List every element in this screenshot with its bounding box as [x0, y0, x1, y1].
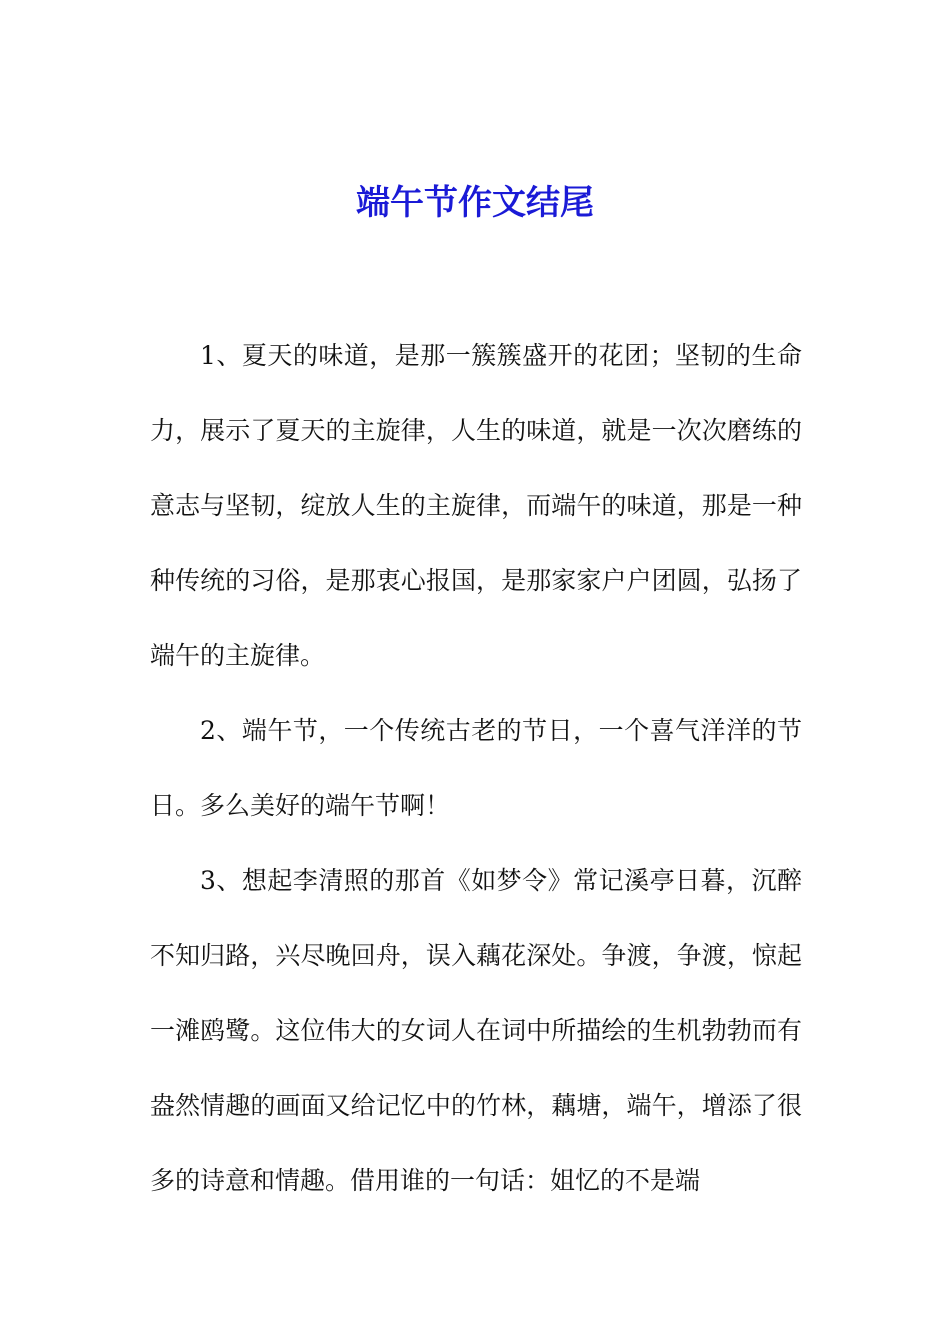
paragraph-2: 2、端午节，一个传统古老的节日，一个喜气洋洋的节日。多么美好的端午节啊！	[150, 716, 802, 820]
paragraph-3: 3、想起李清照的那首《如梦令》常记溪亭日暮，沉醉不知归路，兴尽晚回舟，误入藕花深处。争渡，争渡，惊起一滩鸥鹭。这位伟大的女词人在词中所描绘的生机勃勃而有盎然情趣的画面又给记忆中的竹林，藕塘，端午，增添了很多的诗意和情趣。借用谁的一句话：姐忆的不是端	[150, 866, 802, 1195]
paragraph-1: 1、夏天的味道，是那一簇簇盛开的花团；坚韧的生命力，展示了夏天的主旋律，人生的味道，就是一次次磨练的意志与坚韧，绽放人生的主旋律，而端午的味道，那是一种种传统的习俗，是那衷心报国，是那家家户户团圆，弘扬了端午的主旋律。	[150, 341, 802, 670]
document-body	[150, 318, 802, 1218]
page-title: 端午节作文结尾	[356, 183, 594, 223]
